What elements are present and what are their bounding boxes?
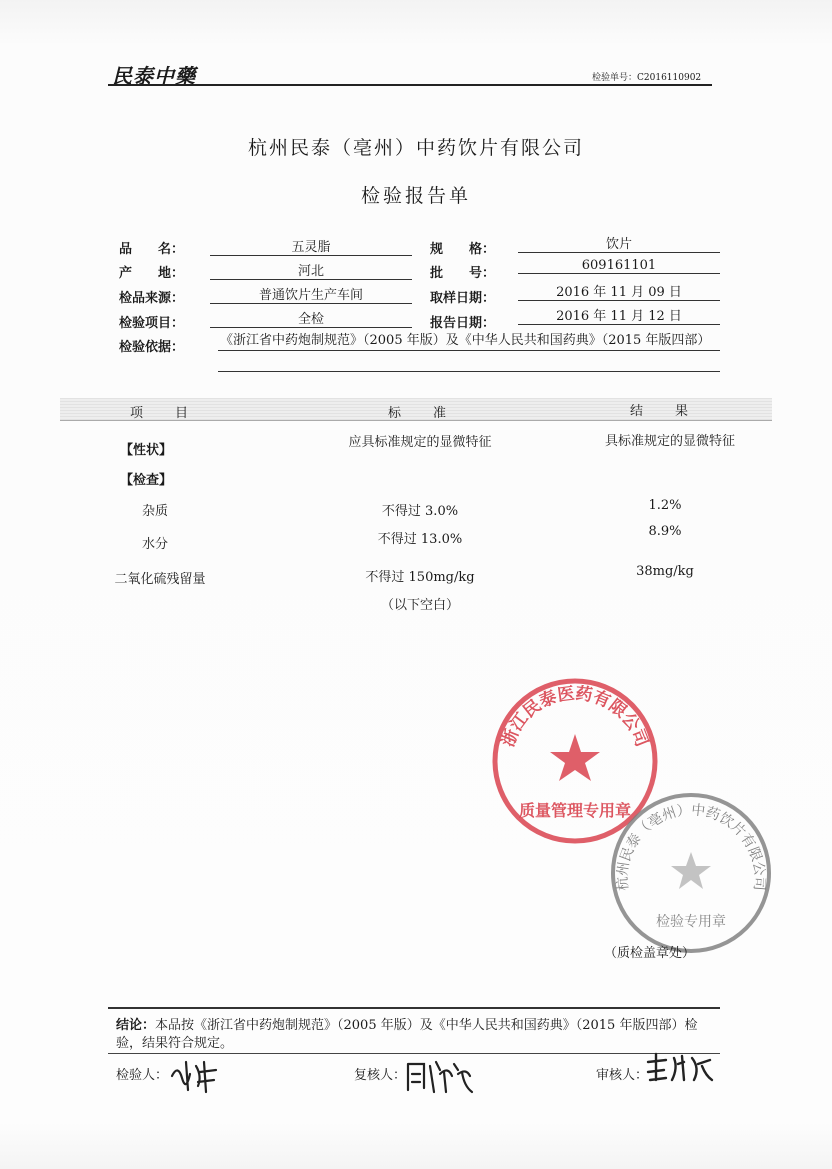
gray-seal-bottom-text: 检验专用章 [656, 914, 726, 930]
report-number-label: 检验单号： [592, 73, 638, 83]
conclusion-bottom-rule [108, 1053, 720, 1054]
inspector-signature [168, 1056, 220, 1096]
row-so2-item: 二氧化硫残留量 [114, 572, 206, 587]
batch-value: 609161101 [518, 258, 720, 274]
character-standard: 应具标准规定的显微特征 [348, 435, 492, 450]
column-result-header: 结 果 [630, 404, 691, 419]
source-value: 普通饮片生产车间 [210, 284, 412, 304]
gray-seal-top-text: 杭州民泰（亳州）中药饮片有限公司 [614, 802, 768, 892]
reviewer-label: 复核人： [354, 1068, 407, 1083]
character-result: 具标准规定的显微特征 [604, 434, 735, 449]
inspection-item-label: 检验项目： [119, 316, 185, 331]
company-name: 杭州民泰（亳州）中药饮片有限公司 [247, 137, 584, 159]
basis-value: 《浙江省中药炮制规范》（2005 年版）及《中华人民共和国药典》（2015 年版四部） [220, 333, 711, 348]
red-seal-top-text: 浙江民泰医药有限公司 [498, 683, 652, 750]
row-impurity-result: 1.2% [648, 498, 682, 513]
red-seal-bottom-text: 质量管理专用章 [518, 801, 632, 820]
auditor-signature [644, 1050, 714, 1088]
basis-underline-1 [218, 350, 720, 351]
document-title: 检验报告单 [360, 185, 471, 207]
conclusion-text: 本品按《浙江省中药炮制规范》（2005 年版）及《中华人民共和国药典》（2015 年版四部）检验，结果符合规定。 [116, 1018, 698, 1051]
row-impurity-standard: 不得过 3.0% [381, 504, 459, 519]
report-number-value: C2016110902 [637, 73, 702, 83]
column-item-header: 项 目 [130, 406, 191, 421]
source-label: 检品来源： [119, 291, 185, 306]
basis-underline-2 [218, 371, 720, 372]
row-so2-standard: 不得过 150mg/kg [365, 570, 475, 585]
report-number [592, 70, 701, 83]
row-so2-result: 38mg/kg [636, 564, 694, 579]
reviewer-signature [404, 1056, 476, 1098]
inspector-label: 检验人： [116, 1068, 169, 1083]
section-character: 【性状】 [120, 443, 173, 458]
section-check: 【检查】 [120, 473, 173, 488]
blank-note: （以下空白） [380, 598, 459, 613]
report-date-label: 报告日期： [430, 316, 496, 331]
spec-label: 规 格： [430, 242, 496, 257]
auditor-label: 审核人： [596, 1068, 649, 1083]
product-value: 五灵脂 [210, 236, 412, 256]
batch-label: 批 号： [430, 266, 496, 281]
basis-label: 检验依据： [119, 340, 185, 355]
report-date-value: 2016 年 11 月 12 日 [518, 305, 720, 325]
product-label: 品 名： [119, 242, 185, 257]
conclusion [116, 1017, 722, 1053]
company-logo: 民泰中藥 [112, 64, 196, 88]
row-moisture-standard: 不得过 13.0% [377, 532, 463, 547]
stamp-area-note: （质检盖章处） [604, 946, 696, 961]
row-moisture-result: 8.9% [648, 524, 682, 539]
row-moisture-item: 水分 [141, 537, 168, 552]
inspection-item-value: 全检 [210, 308, 412, 328]
sampling-date-label: 取样日期： [430, 291, 496, 306]
conclusion-top-rule [108, 1007, 720, 1009]
origin-label: 产 地： [119, 266, 185, 281]
conclusion-label: 结论： [116, 1018, 156, 1033]
origin-value: 河北 [210, 260, 412, 280]
column-standard-header: 标 准 [388, 406, 449, 421]
header-rule [108, 84, 712, 86]
spec-value: 饮片 [518, 233, 720, 253]
row-impurity-item: 杂质 [141, 504, 168, 519]
sampling-date-value: 2016 年 11 月 09 日 [518, 281, 720, 301]
